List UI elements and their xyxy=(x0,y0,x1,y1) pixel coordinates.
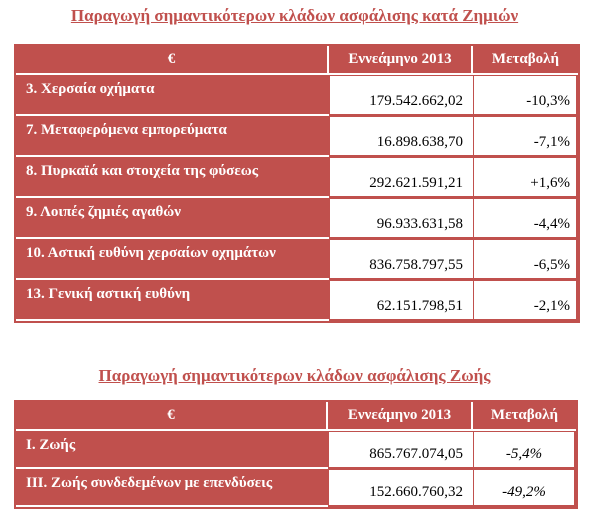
row-change: -10,3% xyxy=(473,75,578,116)
table-row xyxy=(16,431,576,469)
life-header-change: Μεταβολή xyxy=(473,402,576,431)
table-row xyxy=(16,469,576,507)
row-change: -7,1% xyxy=(473,116,578,157)
damage-insurance-table xyxy=(14,44,580,323)
row-label: III. Ζωής συνδεδεμένων με επενδύσεις xyxy=(16,469,328,507)
row-label: 13. Γενική αστική ευθύνη xyxy=(16,280,329,321)
row-value: 865.767.074,05 xyxy=(328,431,473,469)
row-label: I. Ζωής xyxy=(16,431,328,469)
row-label: 8. Πυρκαϊά και στοιχεία της φύσεως xyxy=(16,157,329,198)
life-header-currency: € xyxy=(16,402,328,431)
table-row xyxy=(16,75,578,116)
damage-header-change: Μεταβολή xyxy=(473,46,578,75)
damage-header-currency: € xyxy=(16,46,329,75)
row-value: 292.621.591,21 xyxy=(329,157,473,198)
life-header-period: Εννεάμηνο 2013 xyxy=(328,402,473,431)
row-change: -4,4% xyxy=(473,198,578,239)
row-label: 3. Χερσαία οχήματα xyxy=(16,75,329,116)
row-label: 10. Αστική ευθύνη χερσαίων οχημάτων xyxy=(16,239,329,280)
row-change: -6,5% xyxy=(473,239,578,280)
row-change: -5,4% xyxy=(473,431,576,469)
damage-header-period: Εννεάμηνο 2013 xyxy=(329,46,473,75)
row-value: 152.660.760,32 xyxy=(328,469,473,507)
table-row xyxy=(16,198,578,239)
table-row xyxy=(16,157,578,198)
table-row xyxy=(16,116,578,157)
damage-table-title: Παραγωγή σημαντικότερων κλάδων ασφάλισης κατά Ζημιών xyxy=(70,6,519,25)
life-insurance-table xyxy=(14,400,578,509)
table-row xyxy=(16,280,578,321)
life-table-title: Παραγωγή σημαντικότερων κλάδων ασφάλισης Ζωής xyxy=(98,366,491,385)
table-row xyxy=(16,239,578,280)
row-label: 9. Λοιπές ζημιές αγαθών xyxy=(16,198,329,239)
row-change: -2,1% xyxy=(473,280,578,321)
row-value: 96.933.631,58 xyxy=(329,198,473,239)
row-value: 179.542.662,02 xyxy=(329,75,473,116)
row-change: +1,6% xyxy=(473,157,578,198)
row-label: 7. Μεταφερόμενα εμπορεύματα xyxy=(16,116,329,157)
row-value: 62.151.798,51 xyxy=(329,280,473,321)
row-change: -49,2% xyxy=(473,469,576,507)
row-value: 16.898.638,70 xyxy=(329,116,473,157)
row-value: 836.758.797,55 xyxy=(329,239,473,280)
